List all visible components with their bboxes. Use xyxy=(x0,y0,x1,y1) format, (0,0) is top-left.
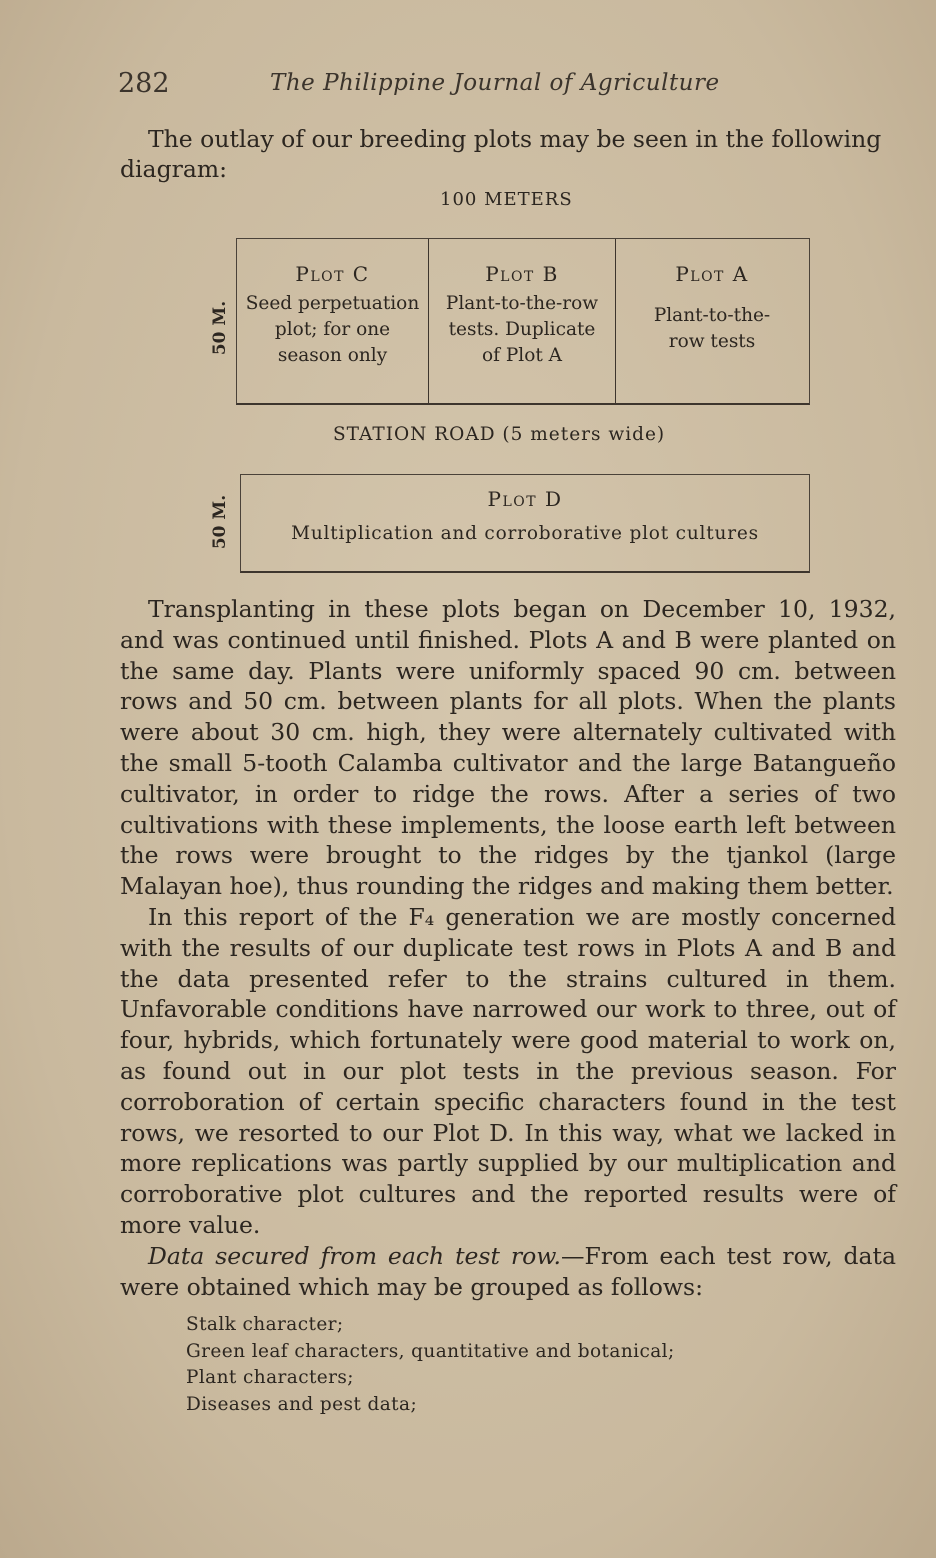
intro-paragraph xyxy=(120,124,895,184)
plot-a-line: row tests xyxy=(668,331,756,352)
plot-a-cell xyxy=(616,239,808,403)
paragraph-transplanting: Transplanting in these plots began on December 10, 1932, and was continued until finished. Plots A and B were planted on the same day. Plants were uniformly spaced 90 cm. between rows and 50 cm. between plants for all plots. When the plants were about 30 cm. high, they were alternately cultivated with the small 5-tooth Calamba cultivator and the large Batangueño cultivator, in order to ridge the rows. After a series of two cultivations with these implements, the loose earth left between the rows were brought to the ridges by the tjankol (large Malayan hoe), thus rounding the ridges and making them better. xyxy=(120,595,896,901)
plot-b-line: Plant-to-the-row xyxy=(445,293,599,314)
plots-diagram-top xyxy=(236,238,810,405)
list-item: Stalk character; xyxy=(186,1314,344,1335)
list-item: Plant characters; xyxy=(186,1367,354,1388)
bottom-side-label: 50 M. xyxy=(210,494,230,550)
data-groups-list xyxy=(186,1312,675,1418)
plot-b-cell xyxy=(429,239,615,403)
diagram-width-label: 100 METERS xyxy=(440,189,573,210)
plot-d-title: Plot D xyxy=(487,487,563,511)
list-item: Green leaf characters, quantitative and botanical; xyxy=(186,1340,675,1362)
plot-d-description: Multiplication and corroborative plot cultures xyxy=(291,523,759,544)
plot-c-cell xyxy=(237,239,428,403)
data-section-heading: Data secured from each test row. xyxy=(148,1241,562,1270)
plot-d-box xyxy=(240,474,810,573)
running-head: The Philippine Journal of Agriculture xyxy=(270,70,720,96)
station-road-label: STATION ROAD (5 meters wide) xyxy=(333,424,666,445)
plot-b-line: of Plot A xyxy=(481,345,563,366)
plot-a-line: Plant-to-the- xyxy=(653,305,771,326)
plot-a-title: Plot A xyxy=(675,262,749,286)
plot-c-title: Plot C xyxy=(295,262,370,286)
intro-line-1: The outlay of our breeding plots may be seen in the following xyxy=(148,125,882,153)
paragraph-data-secured xyxy=(120,1241,896,1303)
plot-c-line: Seed perpetuation xyxy=(245,293,420,314)
paragraph-f4-generation: In this report of the F₄ generation we are mostly concerned with the results of our duplicate test rows in Plots A and B and the data presented refer to the strains cultured in them. Unfavorable conditions have narrowed our work to three, out of four, hybrids, which fortunately were good material to work on, as found out in our plot tests in the previous season. For corroboration of certain specific characters found in the test rows, we resorted to our Plot D. In this way, what we lacked in more replications was partly supplied by our multiplication and corroborative plot cultures and the reported results were of more value. xyxy=(120,902,896,1239)
plot-c-line: plot; for one xyxy=(274,319,391,340)
body-text xyxy=(120,594,896,1302)
plot-c-line: season only xyxy=(277,345,388,366)
intro-line-2: diagram: xyxy=(120,155,228,183)
data-section-text: —From each test row, data were obtained which may be grouped as follows: xyxy=(120,1241,896,1301)
page-header xyxy=(118,68,898,104)
plot-b-title: Plot B xyxy=(485,262,559,286)
list-item: Diseases and pest data; xyxy=(186,1393,418,1415)
page-number: 282 xyxy=(118,68,170,99)
top-side-label: 50 M. xyxy=(210,300,230,356)
plot-b-line: tests. Duplicate xyxy=(448,319,596,340)
